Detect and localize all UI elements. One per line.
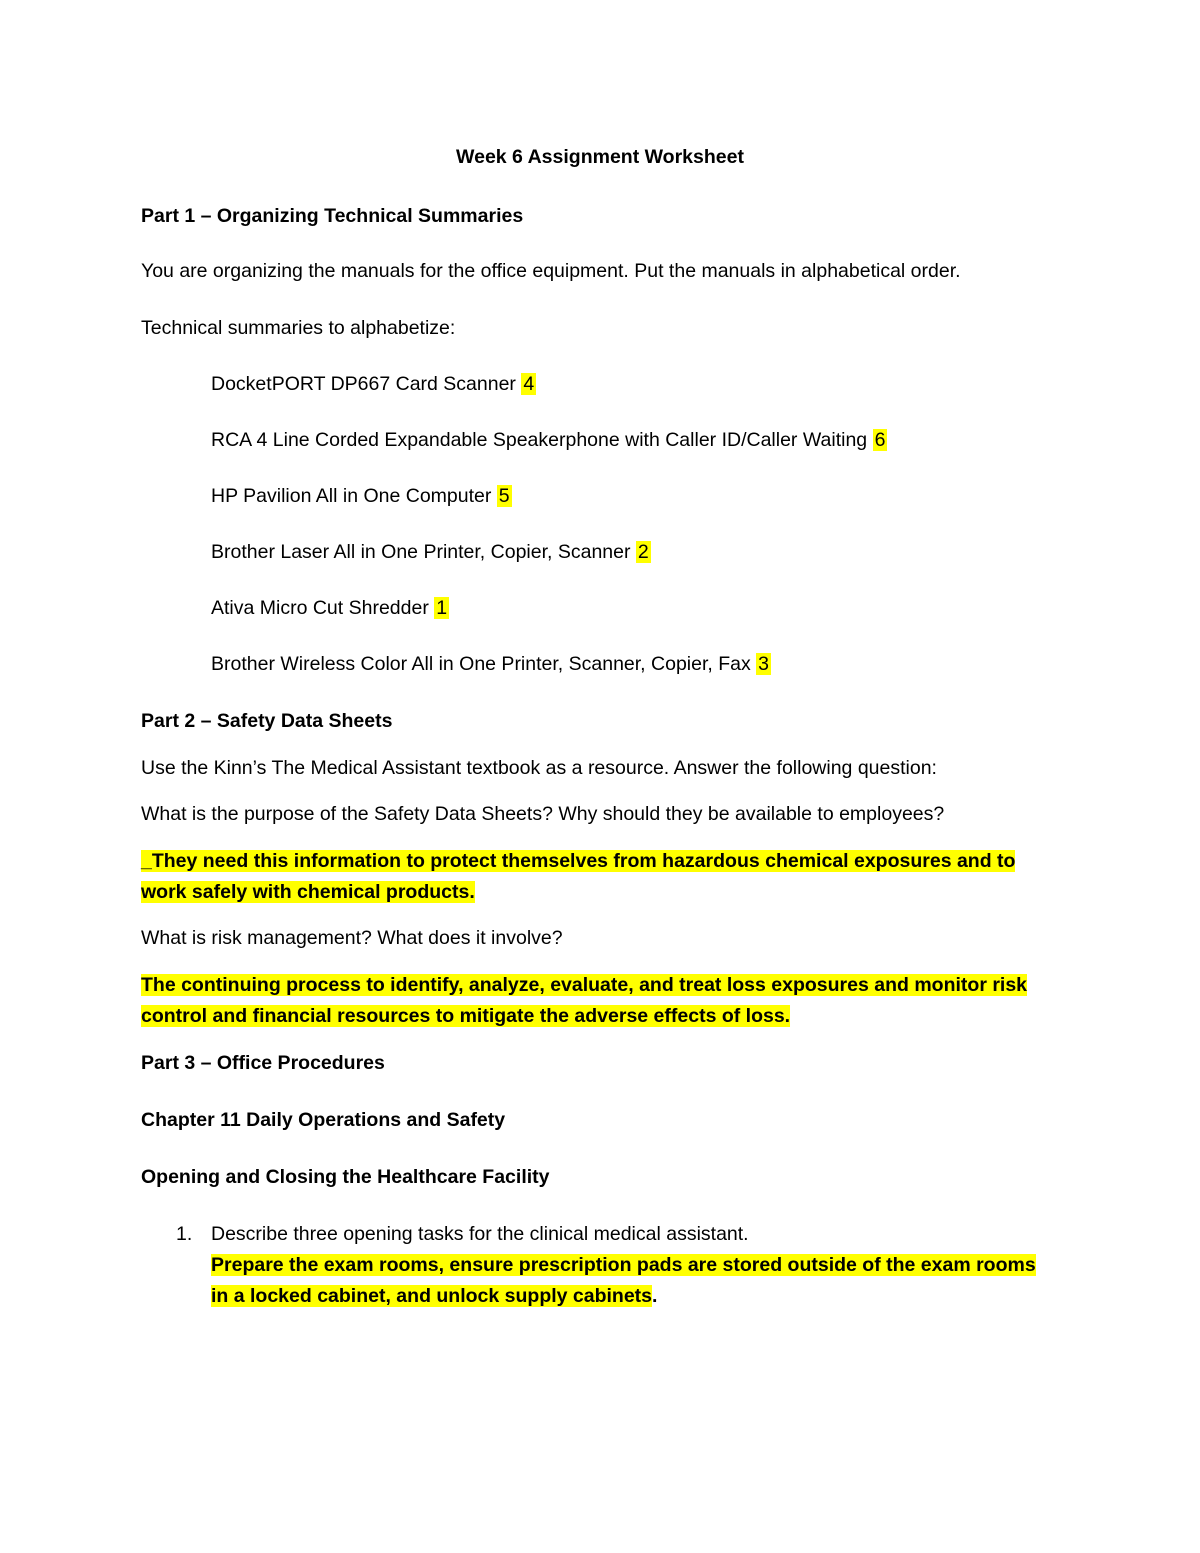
part2-instruction: Use the Kinn’s The Medical Assistant textbook as a resource. Answer the following question: — [141, 757, 937, 779]
document-title: Week 6 Assignment Worksheet — [456, 146, 744, 168]
rank-badge: 5 — [498, 485, 510, 507]
rank-badge: 2 — [637, 541, 649, 563]
part1-list-intro: Technical summaries to alphabetize: — [141, 317, 456, 339]
list-item — [211, 540, 651, 564]
answer-3-text: in a locked cabinet, and unlock supply cabinets — [211, 1285, 653, 1307]
list-item — [211, 596, 449, 620]
answer-2-line-1 — [141, 973, 1027, 997]
part1-heading: Part 1 – Organizing Technical Summaries — [141, 205, 524, 227]
part2-heading: Part 2 – Safety Data Sheets — [141, 710, 393, 732]
list-item-text: RCA 4 Line Corded Expandable Speakerphone with Caller ID/Caller Waiting — [211, 429, 868, 451]
rank-badge: 4 — [523, 373, 535, 395]
rank-badge: 6 — [874, 429, 886, 451]
answer-3-period: . — [652, 1285, 658, 1307]
answer-1-text: work safely with chemical products. — [141, 881, 475, 903]
answer-3-text: Prepare the exam rooms, ensure prescription pads are stored outside of the exam rooms — [211, 1254, 1036, 1276]
rank-badge: 3 — [758, 653, 770, 675]
list-item-text: HP Pavilion All in One Computer — [211, 485, 492, 507]
part3-heading: Part 3 – Office Procedures — [141, 1052, 385, 1074]
list-item — [211, 428, 887, 452]
list-item-text: DocketPORT DP667 Card Scanner — [211, 373, 516, 395]
answer-1-line-2 — [141, 880, 475, 904]
list-item-text: Brother Laser All in One Printer, Copier, Scanner — [211, 541, 631, 563]
question-1: What is the purpose of the Safety Data Sheets? Why should they be available to employees? — [141, 803, 945, 825]
list-item — [211, 372, 536, 396]
question-2: What is risk management? What does it involve? — [141, 927, 563, 949]
answer-3-line-1 — [211, 1253, 1036, 1277]
list-number: 1. — [176, 1223, 193, 1245]
section-heading: Opening and Closing the Healthcare Facility — [141, 1166, 550, 1188]
answer-1-line-1 — [141, 849, 1015, 873]
answer-2-text: The continuing process to identify, analyze, evaluate, and treat loss exposures and monitor risk — [141, 974, 1028, 996]
chapter-heading: Chapter 11 Daily Operations and Safety — [141, 1109, 506, 1131]
list-item-text: Ativa Micro Cut Shredder — [211, 597, 429, 619]
list-item — [211, 484, 512, 508]
answer-2-text: control and financial resources to mitigate the adverse effects of loss. — [141, 1005, 791, 1027]
list-item — [211, 652, 771, 676]
answer-1-text: _They need this information to protect themselves from hazardous chemical exposures and to — [141, 850, 1016, 872]
answer-3-line-2 — [211, 1284, 657, 1308]
rank-badge: 1 — [436, 597, 448, 619]
answer-2-line-2 — [141, 1004, 790, 1028]
list-item-text: Brother Wireless Color All in One Printer, Scanner, Copier, Fax — [211, 653, 751, 675]
part1-instruction: You are organizing the manuals for the office equipment. Put the manuals in alphabetical order. — [141, 260, 961, 282]
question-3: Describe three opening tasks for the clinical medical assistant. — [211, 1223, 749, 1245]
